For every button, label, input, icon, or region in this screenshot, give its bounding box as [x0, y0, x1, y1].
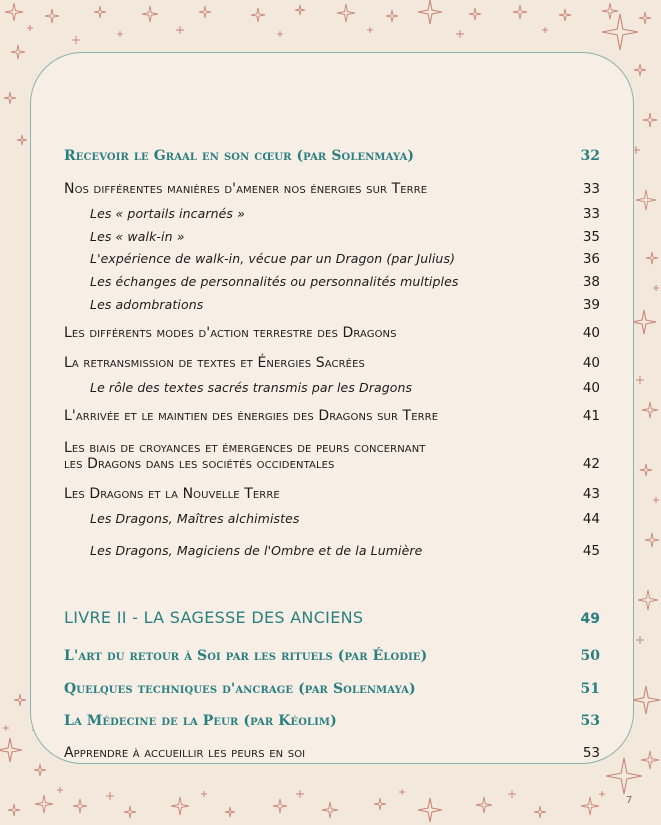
toc-entry-page: 53	[582, 745, 600, 761]
toc-entry-title: Les « portails incarnés »	[90, 206, 245, 221]
toc-entry-page: 41	[582, 408, 600, 424]
toc-entry[interactable]	[64, 148, 600, 164]
toc-entry-page: 33	[582, 206, 600, 222]
toc-subentry[interactable]	[90, 297, 600, 313]
toc-entry-page: 44	[582, 511, 600, 527]
toc-entry-page: 43	[582, 486, 600, 502]
toc-entry-title: Apprendre à accueillir les peurs en soi	[64, 745, 306, 761]
toc-entry-page: 39	[582, 297, 600, 313]
toc-entry-title: L'art du retour à Soi par les rituels (par Élodie)	[64, 648, 428, 664]
toc-entry-title: L'expérience de walk-in, vécue par un Dragon (par Julius)	[90, 251, 456, 266]
page-number: 7	[626, 795, 633, 806]
toc-subentry[interactable]	[90, 274, 600, 290]
toc-entry-title-line: les Dragons dans les sociétés occidentales	[64, 456, 335, 472]
toc-subentry[interactable]	[90, 380, 600, 396]
toc-subentry[interactable]	[90, 206, 600, 222]
toc-entry-title: La Médecine de la Peur (par Kéolim)	[64, 713, 337, 729]
toc-entry-title: Les échanges de personnalités ou personnalités multiples	[90, 274, 459, 289]
toc-subentry[interactable]	[90, 511, 600, 527]
toc-entry-page: 36	[582, 251, 600, 267]
toc-entry-page: 40	[582, 325, 600, 341]
toc-entry-page: 53	[580, 713, 600, 729]
toc-entry-title: Quelques techniques d'ancrage (par Solenmaya)	[64, 681, 416, 697]
toc-entry-title: Les différents modes d'action terrestre des Dragons	[64, 325, 397, 341]
toc-entry-title: Le rôle des textes sacrés transmis par les Dragons	[90, 380, 413, 395]
toc-entry-page: 33	[582, 181, 600, 197]
toc-entry-page: 40	[582, 355, 600, 371]
toc-entry-title: Les Dragons et la Nouvelle Terre	[64, 486, 280, 502]
toc-entry[interactable]	[64, 681, 600, 697]
toc-entry-title: Les Dragons, Maîtres alchimistes	[90, 511, 300, 526]
toc-entry-title: Les « walk-in »	[90, 229, 185, 244]
toc-entry-title: La retransmission de textes et Énergies Sacrées	[64, 355, 365, 371]
toc-entry-page: 35	[582, 229, 600, 245]
toc-entry-title: LIVRE II - LA SAGESSE DES ANCIENS	[64, 608, 364, 627]
toc-entry-page: 45	[582, 543, 600, 559]
toc-entry[interactable]	[64, 648, 600, 664]
toc-entry[interactable]	[64, 355, 600, 371]
toc-part-heading[interactable]	[64, 608, 600, 627]
toc-entry-title: Les adombrations	[90, 297, 204, 312]
toc-entry-title: Recevoir le Graal en son cœur (par Solenmaya)	[64, 148, 415, 164]
toc-entry[interactable]	[64, 745, 600, 761]
toc-entry[interactable]	[64, 486, 600, 502]
toc-entry[interactable]	[64, 325, 600, 341]
toc-subentry[interactable]	[90, 229, 600, 245]
toc-subentry[interactable]	[90, 251, 600, 267]
toc-entry-page: 42	[582, 456, 600, 472]
toc-entry-page: 38	[582, 274, 600, 290]
toc-entry[interactable]	[64, 713, 600, 729]
toc-entry[interactable]	[64, 408, 600, 424]
toc-entry-title: Nos différentes manières d'amener nos énergies sur Terre	[64, 181, 428, 197]
toc-entry[interactable]	[64, 440, 600, 472]
toc-subentry[interactable]	[90, 543, 600, 559]
toc-entry-title: Les Dragons, Magiciens de l'Ombre et de la Lumière	[90, 543, 423, 558]
toc-entry-page: 51	[580, 681, 600, 697]
toc-entry[interactable]	[64, 181, 600, 197]
toc-entry-title	[64, 440, 426, 472]
toc-entry-page: 40	[582, 380, 600, 396]
toc-entry-title-line: Les biais de croyances et émergences de peurs concernant	[64, 440, 426, 456]
toc-entry-title: L'arrivée et le maintien des énergies des Dragons sur Terre	[64, 408, 439, 424]
toc-entry-page: 32	[580, 148, 600, 164]
toc-entry-page: 50	[580, 648, 600, 664]
toc-entry-page: 49	[580, 611, 600, 627]
